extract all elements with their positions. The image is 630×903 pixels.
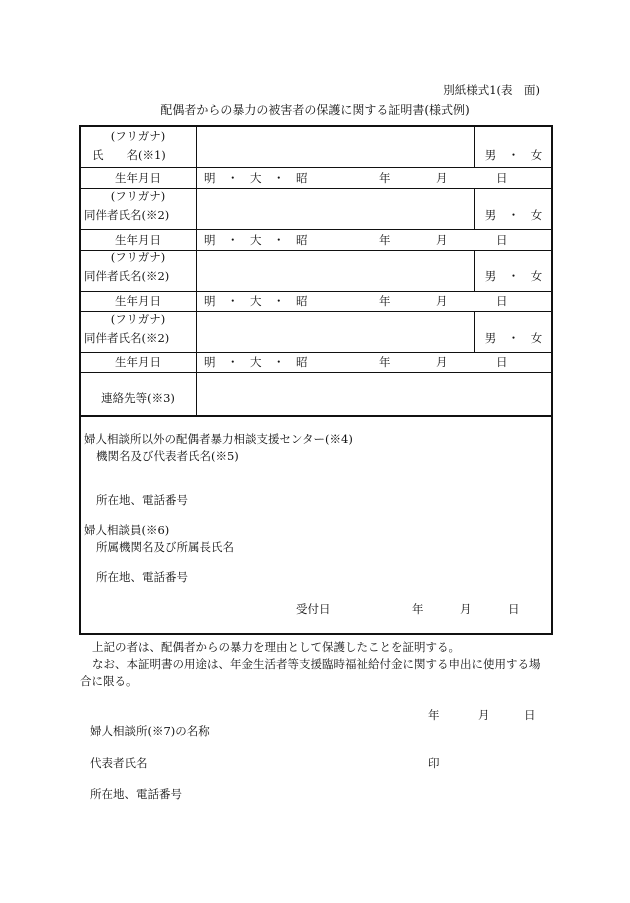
era-options: 明 ・ 大 ・ 昭 — [204, 171, 308, 185]
day-label: 日 — [496, 233, 508, 247]
furigana-label: (フリガナ) — [110, 189, 166, 203]
issue-year-label: 年 — [428, 708, 440, 722]
birthdate-label: 生年月日 — [115, 355, 161, 369]
era-options: 明 ・ 大 ・ 昭 — [204, 233, 308, 247]
year-label: 年 — [379, 233, 391, 247]
form-id: 別紙様式1(表 面) — [443, 83, 540, 97]
birthdate-label: 生年月日 — [115, 233, 161, 247]
table-divider-gender-4 — [474, 311, 475, 352]
table-divider-gender-2 — [474, 188, 475, 229]
receipt-month-label: 月 — [460, 602, 472, 616]
year-label: 年 — [379, 294, 391, 308]
receipt-date-label: 受付日 — [296, 602, 331, 616]
furigana-label: (フリガナ) — [110, 250, 166, 264]
statement-line-2: なお、本証明書の用途は、年金生活者等支援臨時福祉給付金に関する申出に使用する場 — [92, 657, 541, 671]
office-address-phone-label: 所在地、電話番号 — [90, 787, 182, 801]
receipt-year-label: 年 — [412, 602, 424, 616]
center-org-name-label: 機関名及び代表者氏名(※5) — [96, 449, 239, 463]
table-rule-thick — [80, 415, 552, 417]
day-label: 日 — [496, 355, 508, 369]
statement-line-3: 合に限る。 — [80, 674, 138, 688]
era-options: 明 ・ 大 ・ 昭 — [204, 294, 308, 308]
birthdate-label: 生年月日 — [115, 171, 161, 185]
representative-name-label: 代表者氏名 — [90, 756, 148, 770]
month-label: 月 — [436, 355, 448, 369]
gender-options: 男 ・ 女 — [484, 208, 543, 222]
year-label: 年 — [379, 355, 391, 369]
table-rule — [80, 229, 552, 230]
issue-day-label: 日 — [524, 708, 536, 722]
statement-line-1: 上記の者は、配偶者からの暴力を理由として保護したことを証明する。 — [92, 640, 460, 654]
support-center-label: 婦人相談所以外の配偶者暴力相談支援センター(※4) — [84, 432, 353, 446]
table-rule — [80, 167, 552, 168]
companion-name-label: 同伴者氏名(※2) — [84, 208, 170, 222]
table-rule — [80, 372, 552, 373]
companion-name-label: 同伴者氏名(※2) — [84, 331, 170, 345]
day-label: 日 — [496, 294, 508, 308]
companion-name-label: 同伴者氏名(※2) — [84, 269, 170, 283]
furigana-label: (フリガナ) — [110, 129, 166, 143]
document-title: 配偶者からの暴力の被害者の保護に関する証明書(様式例) — [160, 103, 470, 117]
name-label: 氏 名(※1) — [92, 148, 166, 162]
month-label: 月 — [436, 171, 448, 185]
birthdate-label: 生年月日 — [115, 294, 161, 308]
table-rule — [80, 352, 552, 353]
table-rule — [80, 291, 552, 292]
counselor-org-label: 所属機関名及び所属長氏名 — [96, 540, 234, 554]
era-options: 明 ・ 大 ・ 昭 — [204, 355, 308, 369]
gender-options: 男 ・ 女 — [484, 331, 543, 345]
seal-mark: 印 — [428, 756, 440, 770]
issue-month-label: 月 — [478, 708, 490, 722]
day-label: 日 — [496, 171, 508, 185]
year-label: 年 — [379, 171, 391, 185]
furigana-label: (フリガナ) — [110, 312, 166, 326]
center-address-phone-label: 所在地、電話番号 — [96, 493, 188, 507]
office-name-label: 婦人相談所(※7)の名称 — [90, 724, 210, 738]
receipt-day-label: 日 — [508, 602, 520, 616]
contact-label: 連絡先等(※3) — [101, 391, 175, 405]
month-label: 月 — [436, 294, 448, 308]
month-label: 月 — [436, 233, 448, 247]
gender-options: 男 ・ 女 — [484, 148, 543, 162]
counselor-label: 婦人相談員(※6) — [84, 523, 170, 537]
gender-options: 男 ・ 女 — [484, 269, 543, 283]
counselor-address-phone-label: 所在地、電話番号 — [96, 570, 188, 584]
